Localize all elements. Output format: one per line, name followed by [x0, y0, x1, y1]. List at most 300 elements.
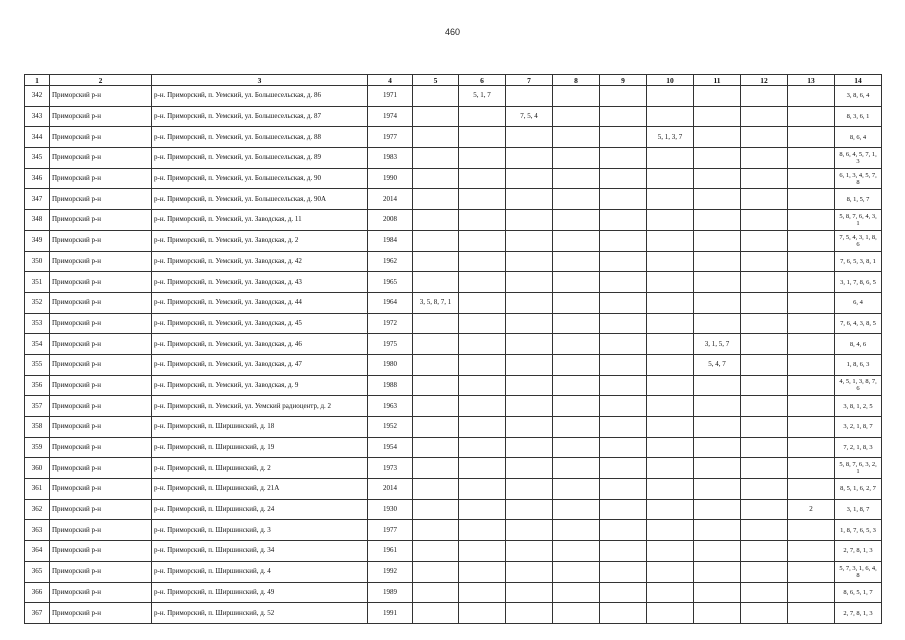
- table-cell: р-н. Приморский, п. Ширшинский, д. 4: [152, 561, 368, 582]
- table-cell: Приморский р-н: [50, 354, 152, 375]
- table-body: [25, 86, 882, 624]
- table-cell: [413, 603, 459, 624]
- table-cell: р-н. Приморский, п. Уемский, ул. Большесельская, д. 90А: [152, 189, 368, 210]
- table-cell: 7, 6, 4, 3, 8, 5: [835, 313, 882, 334]
- table-cell: 1975: [368, 334, 413, 355]
- table-cell: 354: [25, 334, 50, 355]
- table-cell: 8, 6, 5, 1, 7: [835, 582, 882, 603]
- table-cell: [413, 499, 459, 520]
- table-cell: 8, 1, 5, 7: [835, 189, 882, 210]
- table-cell: [741, 106, 788, 127]
- table-cell: [506, 375, 553, 396]
- table-cell: [553, 210, 600, 231]
- table-cell: 1962: [368, 251, 413, 272]
- table-cell: [694, 396, 741, 417]
- table-cell: 6, 1, 3, 4, 5, 7, 8: [835, 168, 882, 189]
- table-cell: [600, 168, 647, 189]
- table-cell: 1930: [368, 499, 413, 520]
- table-row: [25, 499, 882, 520]
- table-cell: [506, 189, 553, 210]
- table-cell: 1980: [368, 354, 413, 375]
- table-cell: [694, 148, 741, 169]
- table-cell: р-н. Приморский, п. Уемский, ул. Заводская, д. 42: [152, 251, 368, 272]
- table-cell: [600, 499, 647, 520]
- table-row: [25, 561, 882, 582]
- table-cell: [413, 313, 459, 334]
- table-cell: [413, 520, 459, 541]
- table-cell: 1977: [368, 127, 413, 148]
- table-cell: Приморский р-н: [50, 582, 152, 603]
- table-cell: [600, 230, 647, 251]
- table-cell: 1964: [368, 292, 413, 313]
- table-cell: [506, 230, 553, 251]
- table-cell: 352: [25, 292, 50, 313]
- table-cell: [506, 603, 553, 624]
- table-cell: [459, 375, 506, 396]
- table-cell: [413, 272, 459, 293]
- data-table: [24, 74, 882, 624]
- table-cell: [413, 86, 459, 107]
- table-cell: [600, 479, 647, 500]
- table-cell: [506, 292, 553, 313]
- table-cell: [553, 334, 600, 355]
- table-cell: р-н. Приморский, п. Уемский, ул. Заводская, д. 45: [152, 313, 368, 334]
- table-cell: [413, 148, 459, 169]
- table-row: [25, 396, 882, 417]
- table-cell: [788, 520, 835, 541]
- table-cell: р-н. Приморский, п. Ширшинский, д. 18: [152, 417, 368, 438]
- table-cell: [506, 561, 553, 582]
- table-cell: Приморский р-н: [50, 458, 152, 479]
- table-cell: [647, 561, 694, 582]
- table-cell: 349: [25, 230, 50, 251]
- column-header: 7: [506, 75, 553, 86]
- table-cell: [506, 272, 553, 293]
- table-cell: [694, 520, 741, 541]
- table-cell: 1977: [368, 520, 413, 541]
- table-cell: [553, 106, 600, 127]
- table-cell: [694, 168, 741, 189]
- table-cell: [600, 313, 647, 334]
- table-cell: [553, 520, 600, 541]
- table-cell: [647, 582, 694, 603]
- table-cell: Приморский р-н: [50, 520, 152, 541]
- table-cell: [788, 479, 835, 500]
- table-cell: [553, 541, 600, 562]
- table-cell: 6, 4: [835, 292, 882, 313]
- table-cell: [741, 561, 788, 582]
- table-cell: [553, 479, 600, 500]
- table-cell: [647, 334, 694, 355]
- table-cell: [600, 396, 647, 417]
- table-cell: [553, 272, 600, 293]
- table-cell: [553, 375, 600, 396]
- table-cell: [647, 313, 694, 334]
- table-cell: 364: [25, 541, 50, 562]
- table-cell: Приморский р-н: [50, 541, 152, 562]
- table-cell: [694, 210, 741, 231]
- table-cell: [553, 437, 600, 458]
- table-cell: [459, 127, 506, 148]
- table-cell: [600, 561, 647, 582]
- table-cell: 346: [25, 168, 50, 189]
- table-cell: 2, 7, 8, 1, 3: [835, 541, 882, 562]
- table-cell: р-н. Приморский, п. Уемский, ул. Уемский радиоцентр, д. 2: [152, 396, 368, 417]
- table-cell: [413, 106, 459, 127]
- table-cell: [506, 479, 553, 500]
- table-cell: 3, 1, 5, 7: [694, 334, 741, 355]
- table-cell: [741, 354, 788, 375]
- table-cell: [788, 210, 835, 231]
- table-cell: Приморский р-н: [50, 189, 152, 210]
- table-cell: [506, 437, 553, 458]
- table-cell: [694, 417, 741, 438]
- table-cell: [553, 127, 600, 148]
- table-row: [25, 582, 882, 603]
- table-cell: 363: [25, 520, 50, 541]
- table-cell: 360: [25, 458, 50, 479]
- table-cell: р-н. Приморский, п. Уемский, ул. Заводская, д. 2: [152, 230, 368, 251]
- table-cell: [459, 603, 506, 624]
- table-row: [25, 168, 882, 189]
- table-cell: [553, 499, 600, 520]
- table-cell: [741, 520, 788, 541]
- table-cell: [741, 189, 788, 210]
- table-cell: [459, 499, 506, 520]
- table-cell: Приморский р-н: [50, 417, 152, 438]
- table-cell: 8, 6, 4: [835, 127, 882, 148]
- table-cell: 1990: [368, 168, 413, 189]
- table-cell: [459, 437, 506, 458]
- table-cell: [788, 561, 835, 582]
- table-cell: 1988: [368, 375, 413, 396]
- table-cell: р-н. Приморский, п. Уемский, ул. Заводская, д. 43: [152, 272, 368, 293]
- table-cell: 8, 6, 4, 5, 7, 1, 3: [835, 148, 882, 169]
- table-cell: [788, 417, 835, 438]
- table-cell: [413, 582, 459, 603]
- table-cell: 1, 8, 7, 6, 5, 3: [835, 520, 882, 541]
- table-cell: 1972: [368, 313, 413, 334]
- table-cell: 1952: [368, 417, 413, 438]
- table-cell: 2: [788, 499, 835, 520]
- table-cell: р-н. Приморский, п. Уемский, ул. Заводская, д. 11: [152, 210, 368, 231]
- table-cell: Приморский р-н: [50, 499, 152, 520]
- table-cell: 3, 1, 7, 8, 6, 5: [835, 272, 882, 293]
- table-cell: [694, 561, 741, 582]
- table-cell: [694, 479, 741, 500]
- table-cell: 2008: [368, 210, 413, 231]
- table-cell: Приморский р-н: [50, 334, 152, 355]
- table-cell: [506, 251, 553, 272]
- table-cell: 353: [25, 313, 50, 334]
- table-cell: [413, 437, 459, 458]
- table-cell: р-н. Приморский, п. Уемский, ул. Большесельская, д. 87: [152, 106, 368, 127]
- table-cell: [600, 189, 647, 210]
- table-cell: [647, 189, 694, 210]
- table-cell: [694, 541, 741, 562]
- table-cell: [413, 230, 459, 251]
- table-cell: Приморский р-н: [50, 230, 152, 251]
- table-cell: Приморский р-н: [50, 603, 152, 624]
- table-cell: Приморский р-н: [50, 292, 152, 313]
- table-cell: р-н. Приморский, п. Уемский, ул. Заводская, д. 47: [152, 354, 368, 375]
- table-cell: [600, 520, 647, 541]
- column-header: 14: [835, 75, 882, 86]
- table-cell: [694, 582, 741, 603]
- table-cell: [553, 582, 600, 603]
- table-cell: [647, 168, 694, 189]
- table-cell: [413, 354, 459, 375]
- table-cell: р-н. Приморский, п. Уемский, ул. Большесельская, д. 90: [152, 168, 368, 189]
- table-cell: Приморский р-н: [50, 437, 152, 458]
- table-cell: [413, 210, 459, 231]
- table-cell: [647, 479, 694, 500]
- table-row: [25, 272, 882, 293]
- table-cell: [600, 375, 647, 396]
- table-cell: р-н. Приморский, п. Уемский, ул. Большесельская, д. 89: [152, 148, 368, 169]
- table-cell: [788, 437, 835, 458]
- table-cell: [600, 354, 647, 375]
- table-cell: 1992: [368, 561, 413, 582]
- table-cell: 359: [25, 437, 50, 458]
- table-cell: [694, 437, 741, 458]
- table-cell: [459, 334, 506, 355]
- table-cell: р-н. Приморский, п. Ширшинский, д. 24: [152, 499, 368, 520]
- table-cell: [459, 272, 506, 293]
- table-row: [25, 479, 882, 500]
- table-cell: [647, 417, 694, 438]
- table-cell: [413, 251, 459, 272]
- table-cell: 3, 5, 8, 7, 1: [413, 292, 459, 313]
- table-cell: 5, 8, 7, 6, 4, 3, 1: [835, 210, 882, 231]
- table-cell: 343: [25, 106, 50, 127]
- table-cell: [694, 251, 741, 272]
- table-cell: [788, 375, 835, 396]
- table-cell: р-н. Приморский, п. Ширшинский, д. 34: [152, 541, 368, 562]
- table-cell: Приморский р-н: [50, 251, 152, 272]
- table-cell: [459, 106, 506, 127]
- table-cell: [506, 168, 553, 189]
- table-cell: 356: [25, 375, 50, 396]
- table-cell: [413, 541, 459, 562]
- table-cell: [459, 168, 506, 189]
- table-row: [25, 603, 882, 624]
- table-cell: 358: [25, 417, 50, 438]
- table-cell: [506, 582, 553, 603]
- table-cell: 1974: [368, 106, 413, 127]
- table-cell: р-н. Приморский, п. Ширшинский, д. 19: [152, 437, 368, 458]
- table-cell: [600, 541, 647, 562]
- table-cell: 345: [25, 148, 50, 169]
- table-cell: [647, 272, 694, 293]
- table-cell: [413, 334, 459, 355]
- table-cell: [553, 189, 600, 210]
- table-cell: 5, 1, 3, 7: [647, 127, 694, 148]
- table-cell: [788, 251, 835, 272]
- table-cell: [459, 210, 506, 231]
- table-cell: [506, 417, 553, 438]
- column-header: 2: [50, 75, 152, 86]
- table-cell: [741, 148, 788, 169]
- table-row: [25, 127, 882, 148]
- table-cell: [506, 520, 553, 541]
- table-row: [25, 417, 882, 438]
- table-cell: 351: [25, 272, 50, 293]
- table-cell: Приморский р-н: [50, 396, 152, 417]
- table-cell: [459, 458, 506, 479]
- table-row: [25, 541, 882, 562]
- table-cell: [788, 230, 835, 251]
- table-row: [25, 106, 882, 127]
- table-cell: [788, 148, 835, 169]
- table-cell: [741, 417, 788, 438]
- table-cell: 1971: [368, 86, 413, 107]
- table-cell: 3, 2, 1, 8, 7: [835, 417, 882, 438]
- table-cell: 1961: [368, 541, 413, 562]
- table-cell: [553, 148, 600, 169]
- table-cell: [506, 354, 553, 375]
- table-cell: р-н. Приморский, п. Ширшинский, д. 3: [152, 520, 368, 541]
- table-row: [25, 230, 882, 251]
- table-cell: [413, 375, 459, 396]
- table-cell: [647, 251, 694, 272]
- table-cell: [553, 230, 600, 251]
- table-cell: [553, 251, 600, 272]
- table-cell: [647, 541, 694, 562]
- table-cell: [788, 86, 835, 107]
- table-cell: 5, 7, 3, 1, 6, 4, 8: [835, 561, 882, 582]
- table-cell: [741, 168, 788, 189]
- table-cell: [788, 272, 835, 293]
- table-cell: Приморский р-н: [50, 106, 152, 127]
- table-cell: [788, 582, 835, 603]
- table-cell: [741, 334, 788, 355]
- table-cell: 1965: [368, 272, 413, 293]
- table-row: [25, 148, 882, 169]
- table-cell: [741, 292, 788, 313]
- table-cell: [459, 561, 506, 582]
- table-cell: [694, 106, 741, 127]
- page-number: 460: [444, 27, 461, 37]
- table-header: [25, 75, 882, 86]
- table-cell: [647, 396, 694, 417]
- table-cell: [741, 230, 788, 251]
- table-cell: [553, 561, 600, 582]
- table-cell: [647, 210, 694, 231]
- table-cell: [788, 396, 835, 417]
- table-cell: [413, 479, 459, 500]
- table-cell: 3, 8, 1, 2, 5: [835, 396, 882, 417]
- column-header: 3: [152, 75, 368, 86]
- table-cell: [553, 168, 600, 189]
- table-cell: р-н. Приморский, п. Ширшинский, д. 21А: [152, 479, 368, 500]
- table-row: [25, 354, 882, 375]
- table-cell: [600, 582, 647, 603]
- table-cell: [506, 86, 553, 107]
- table-cell: 357: [25, 396, 50, 417]
- table-cell: [553, 417, 600, 438]
- table-cell: [600, 417, 647, 438]
- table-cell: [506, 458, 553, 479]
- column-header: 5: [413, 75, 459, 86]
- table-cell: [600, 86, 647, 107]
- table-cell: [600, 292, 647, 313]
- table-cell: [459, 520, 506, 541]
- table-cell: 366: [25, 582, 50, 603]
- table-cell: [459, 251, 506, 272]
- table-cell: [413, 189, 459, 210]
- table-cell: [694, 375, 741, 396]
- table-cell: Приморский р-н: [50, 86, 152, 107]
- table-cell: 7, 5, 4: [506, 106, 553, 127]
- table-cell: [413, 417, 459, 438]
- table-cell: Приморский р-н: [50, 148, 152, 169]
- table-cell: [459, 189, 506, 210]
- table-row: [25, 210, 882, 231]
- table-cell: 367: [25, 603, 50, 624]
- table-cell: [506, 148, 553, 169]
- table-cell: [741, 251, 788, 272]
- table-cell: [741, 396, 788, 417]
- table-cell: 1963: [368, 396, 413, 417]
- table-cell: [694, 86, 741, 107]
- table-cell: [459, 313, 506, 334]
- column-header: 8: [553, 75, 600, 86]
- column-header: 1: [25, 75, 50, 86]
- table-cell: [741, 499, 788, 520]
- table-row: [25, 520, 882, 541]
- table-cell: [647, 437, 694, 458]
- table-cell: [647, 86, 694, 107]
- table-cell: [413, 396, 459, 417]
- table-cell: 344: [25, 127, 50, 148]
- table-cell: [788, 313, 835, 334]
- table-cell: 2014: [368, 479, 413, 500]
- table-cell: [506, 541, 553, 562]
- table-cell: [741, 375, 788, 396]
- table-cell: [506, 313, 553, 334]
- table-cell: [741, 86, 788, 107]
- table-cell: 362: [25, 499, 50, 520]
- table-cell: [694, 458, 741, 479]
- table-cell: 350: [25, 251, 50, 272]
- column-header: 13: [788, 75, 835, 86]
- table-cell: [553, 458, 600, 479]
- table-cell: р-н. Приморский, п. Ширшинский, д. 49: [152, 582, 368, 603]
- table-cell: 1984: [368, 230, 413, 251]
- table-cell: [600, 127, 647, 148]
- table-cell: [647, 354, 694, 375]
- table-row: [25, 292, 882, 313]
- table-cell: р-н. Приморский, п. Уемский, ул. Заводская, д. 9: [152, 375, 368, 396]
- table-cell: р-н. Приморский, п. Уемский, ул. Большесельская, д. 86: [152, 86, 368, 107]
- table-cell: [600, 334, 647, 355]
- table-cell: Приморский р-н: [50, 375, 152, 396]
- table-cell: [741, 437, 788, 458]
- table-cell: [553, 354, 600, 375]
- table-cell: 2, 7, 8, 1, 3: [835, 603, 882, 624]
- table-cell: [600, 210, 647, 231]
- column-header: 10: [647, 75, 694, 86]
- table-cell: 355: [25, 354, 50, 375]
- table-cell: 361: [25, 479, 50, 500]
- table-cell: 1954: [368, 437, 413, 458]
- table-cell: [459, 354, 506, 375]
- table-cell: 2014: [368, 189, 413, 210]
- table-cell: Приморский р-н: [50, 313, 152, 334]
- table-row: [25, 313, 882, 334]
- table-cell: [413, 168, 459, 189]
